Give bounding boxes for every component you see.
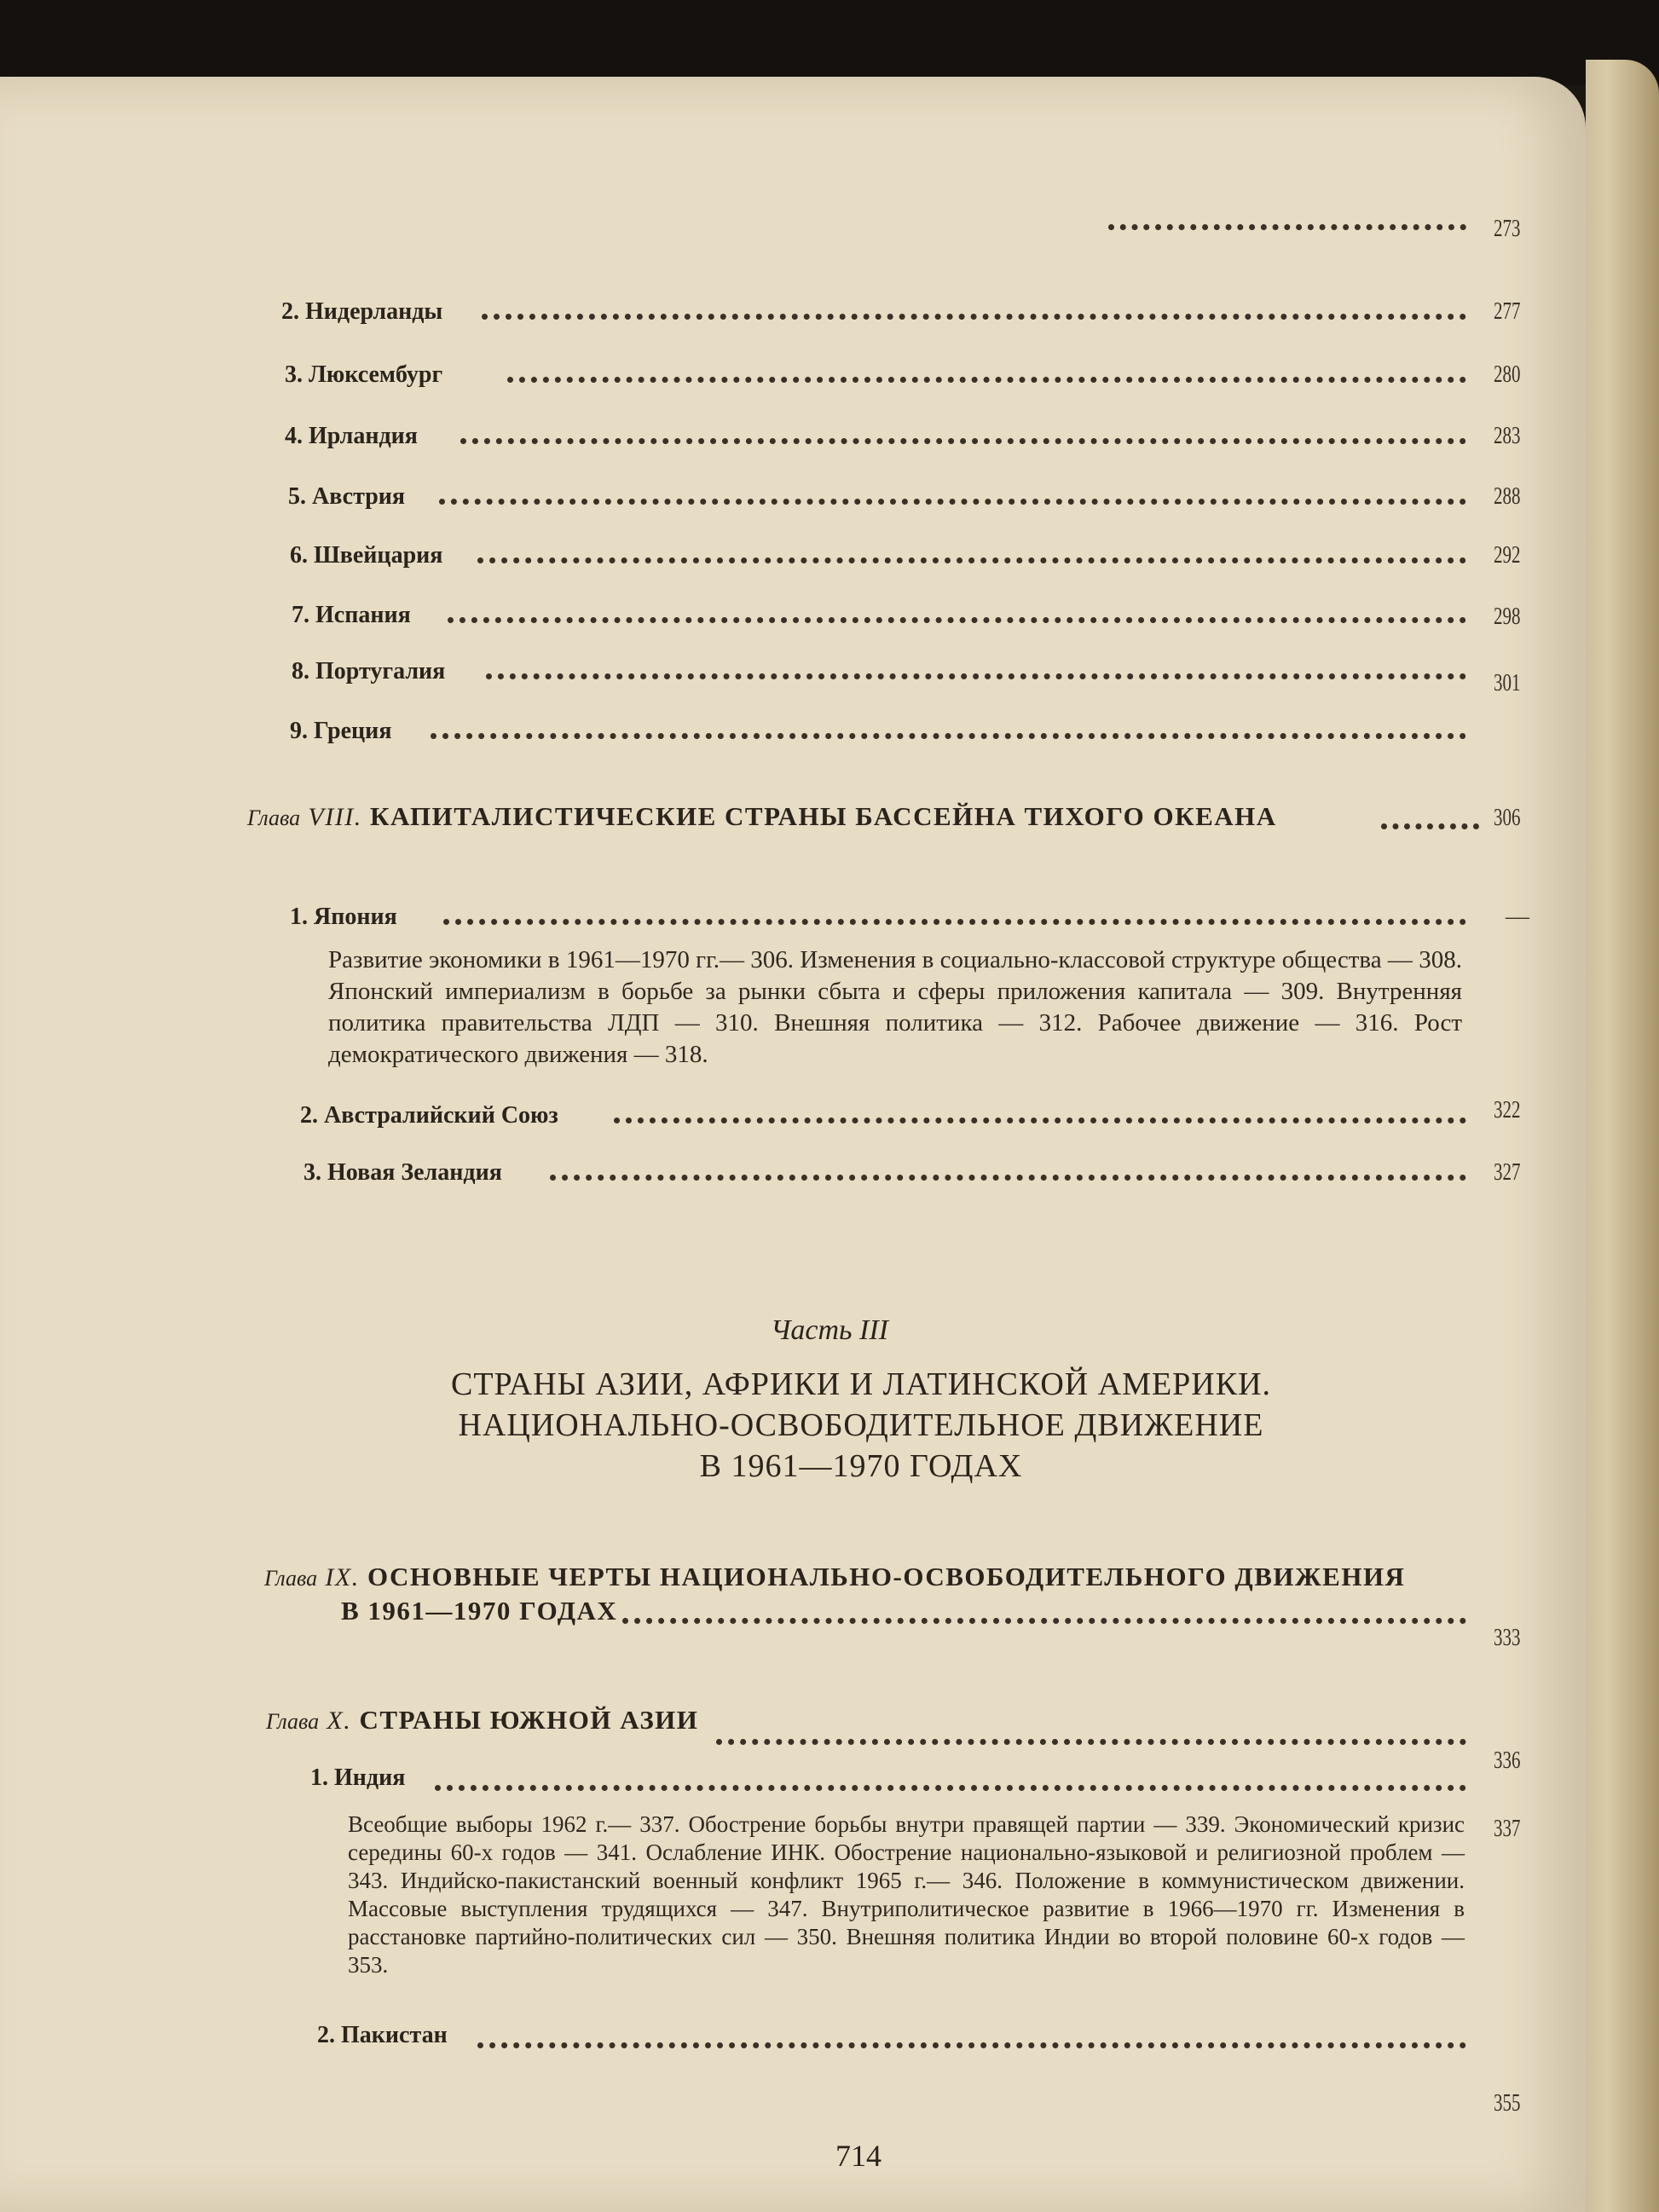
toc-entry [0, 483, 1586, 526]
toc-entry [0, 2022, 1586, 2117]
toc-leader-dots [1108, 224, 1466, 230]
toc-leader-dots [1381, 823, 1479, 829]
toc-entry-title: 5. Австрия [288, 483, 406, 510]
part-title [256, 1364, 1466, 1487]
toc-page-number: 277 [1494, 298, 1521, 325]
toc-entry-title: 4. Ирландия [285, 423, 418, 449]
toc-leader-dots [448, 617, 1466, 623]
toc-entry-title: 1. Индия [310, 1764, 406, 1791]
toc-entry [0, 1159, 1586, 1202]
toc-entry [0, 298, 1586, 341]
toc-page-number: 327 [1494, 1159, 1521, 1186]
toc-entry [0, 209, 1586, 251]
toc-leader-dots [477, 557, 1466, 563]
toc-leader-dots [435, 1785, 1466, 1791]
toc-page-number: 337 [1494, 1816, 1521, 1842]
toc-entry-title: 8. Португалия [292, 658, 446, 684]
toc-leader-dots [443, 919, 1466, 925]
toc-entry [0, 1764, 1586, 1842]
toc-entry [0, 904, 1586, 946]
toc-page-number: 333 [1494, 1625, 1521, 1651]
toc-entry-title: 1. Япония [290, 904, 397, 930]
toc-page-number: 288 [1494, 483, 1521, 510]
toc-entry [0, 423, 1586, 465]
part-title-line: НАЦИОНАЛЬНО-ОСВОБОДИТЕЛЬНОЕ ДВИЖЕНИЕ [458, 1407, 1264, 1443]
page-edge [1586, 60, 1659, 2212]
toc-entry-title: 3. Люксембург [285, 361, 443, 388]
chapter-heading-continued: В 1961—1970 ГОДАХ [341, 1596, 618, 1626]
part-title-line: СТРАНЫ АЗИИ, АФРИКИ И ЛАТИНСКОЙ АМЕРИКИ. [450, 1366, 1272, 1402]
toc-entry-title: 2. Австралийский Союз [300, 1102, 558, 1129]
background-shadow [0, 0, 1659, 85]
toc-page-number: 355 [1494, 2090, 1521, 2117]
chapter-heading: Глава X. СТРАНЫ ЮЖНОЙ АЗИИ [266, 1705, 699, 1735]
toc-entry [0, 1097, 1586, 1145]
toc-entry-title: 2. Нидерланды [281, 298, 443, 325]
toc-page-number: 280 [1494, 361, 1521, 388]
toc-leader-dots [477, 2042, 1466, 2048]
toc-page-number: 273 [1494, 216, 1521, 242]
toc-leader-dots [614, 1118, 1466, 1123]
section-summary: Развитие экономики в 1961—1970 гг.— 306. Изменения в социально-классовой структуре общества — 308. Японский империализм в борьбе за рынки сбыта и сферы приложения капитала — 309. Внутренняя политика правительства ЛДП — 310. Внешняя политика — 312. Рабочее движение — 316. Рост демократического движения — 318. [328, 946, 1462, 1068]
toc-page-number: 283 [1494, 423, 1521, 449]
chapter-heading: Глава VIII. КАПИТАЛИСТИЧЕСКИЕ СТРАНЫ БАССЕЙНА ТИХОГО ОКЕАНА [247, 801, 1277, 831]
toc-leader-dots [507, 377, 1466, 383]
toc-entry-title: 2. Пакистан [317, 2022, 448, 2048]
toc-entry-title: 9. Греция [290, 718, 392, 744]
toc-page-number: 322 [1494, 1097, 1521, 1123]
toc-page-number: 301 [1494, 670, 1521, 696]
toc-page-number: 298 [1494, 604, 1521, 630]
toc-page-number: 292 [1494, 542, 1521, 569]
toc-page-number: 306 [1494, 805, 1521, 831]
toc-leader-dots [622, 1618, 1466, 1624]
page-number-footer: 714 [835, 2139, 882, 2173]
toc-entry [0, 658, 1586, 701]
part-title-line: В 1961—1970 ГОДАХ [699, 1448, 1023, 1484]
toc-page-number: 336 [1494, 1747, 1521, 1774]
toc-entry-title: 3. Новая Зеландия [303, 1159, 502, 1186]
chapter-heading: Глава IX. ОСНОВНЫЕ ЧЕРТЫ НАЦИОНАЛЬНО-ОСВОБОДИТЕЛЬНОГО ДВИЖЕНИЯ [264, 1562, 1406, 1591]
toc-entry [0, 602, 1586, 644]
toc-page-number: — [1506, 904, 1529, 930]
section-summary: Всеобщие выборы 1962 г.— 337. Обострение борьбы внутри правящей партии — 339. Экономический кризис середины 60-х годов — 341. Ослабление ИНК. Обострение национально-языковой и религиозной проблем — 343. Индийско-пакистанский военный конфликт 1965 г.— 346. Положение в коммунистическом движении. Массовые выступления трудящихся — 347. Внутриполитическое развитие в 1966—1970 гг. Изменения в расстановке партийно-политических сил — 350. Внешняя политика Индии во второй половине 60-х годов — 353. [348, 1811, 1465, 1978]
toc-leader-dots [431, 733, 1466, 739]
toc-leader-dots [439, 499, 1466, 505]
part-label: Часть III [770, 1314, 888, 1346]
toc-entry [0, 361, 1586, 404]
toc-leader-dots [550, 1175, 1466, 1181]
toc-leader-dots [716, 1739, 1466, 1745]
toc-leader-dots [486, 673, 1466, 679]
toc-entry-title: 6. Швейцария [290, 542, 443, 569]
toc-leader-dots [460, 438, 1466, 444]
toc-entry-title: 7. Испания [292, 602, 411, 628]
toc-entry [0, 718, 1586, 760]
toc-leader-dots [482, 314, 1466, 320]
toc-entry [0, 542, 1586, 585]
